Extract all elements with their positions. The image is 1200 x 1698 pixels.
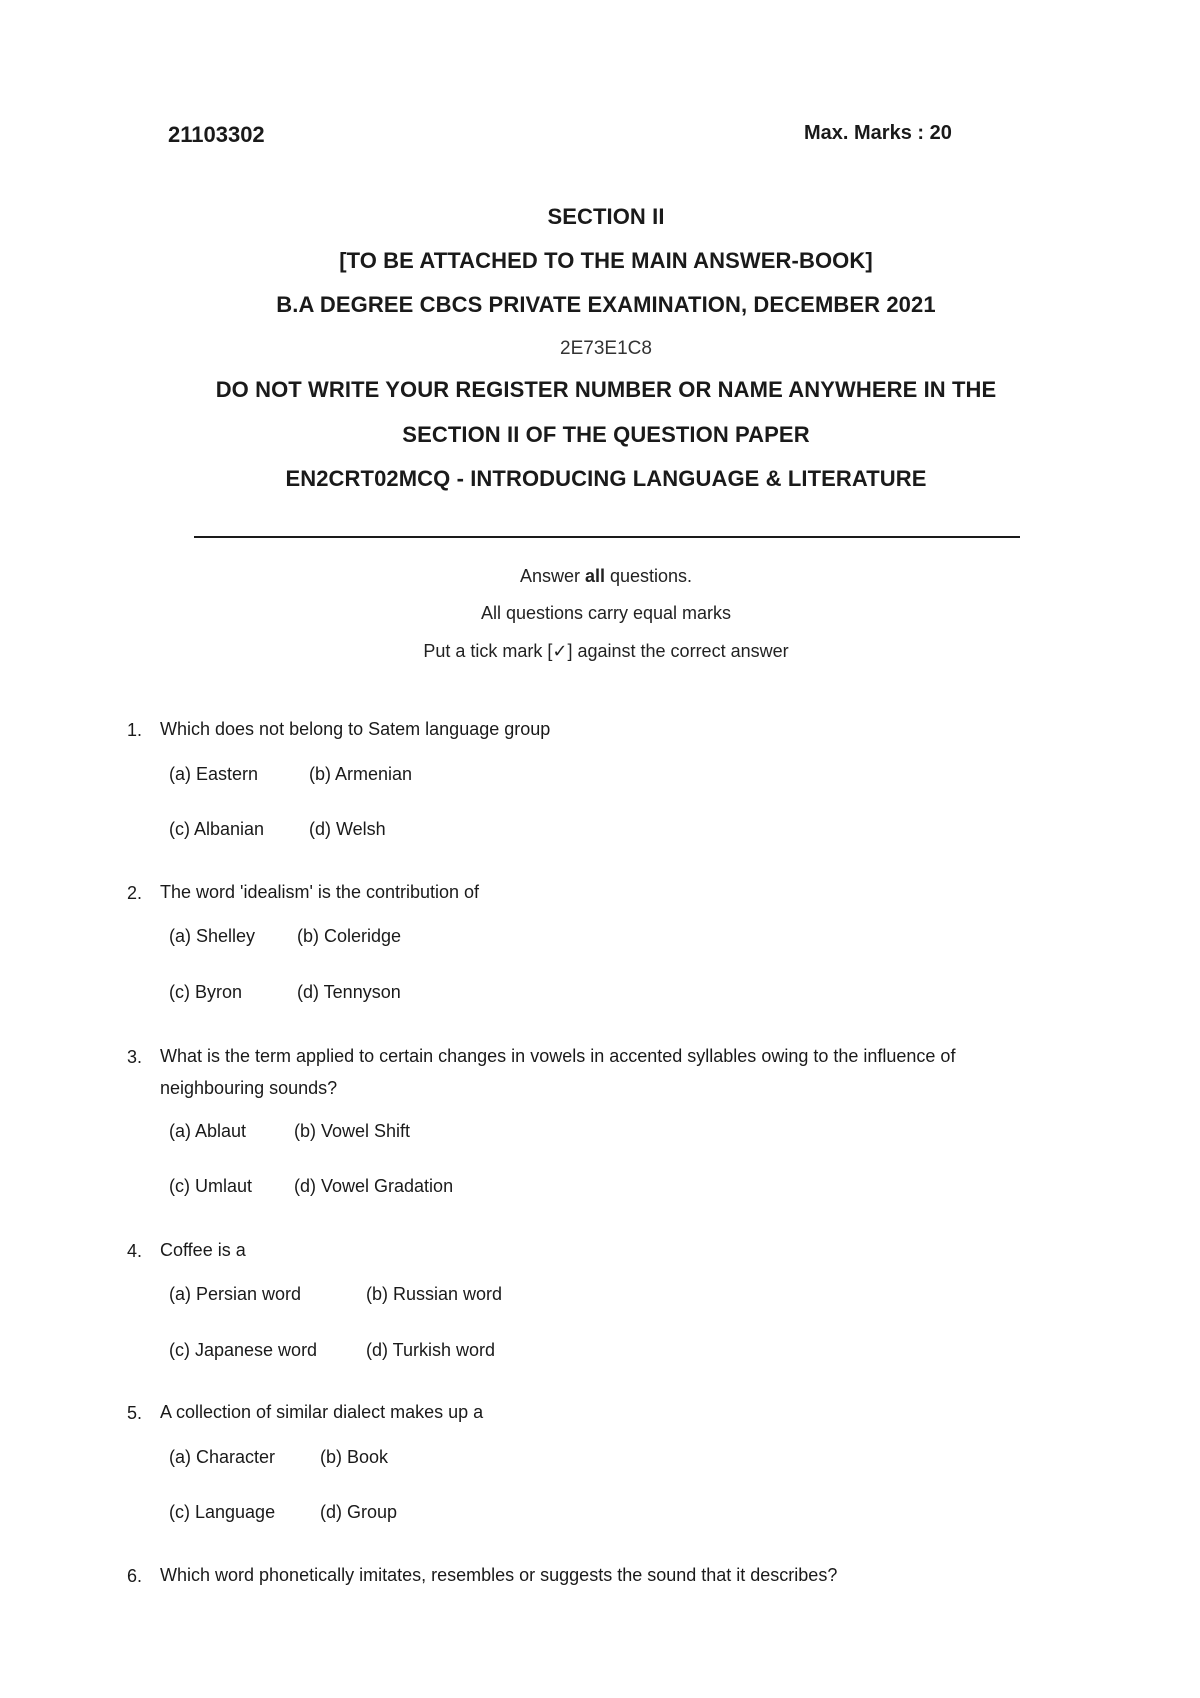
option-d[interactable]: (d) Group <box>320 1502 398 1522</box>
option-d[interactable]: (d) Turkish word <box>366 1340 496 1360</box>
option-c[interactable]: (c) Japanese word <box>169 1340 318 1360</box>
option-b[interactable]: (b) Russian word <box>366 1284 503 1304</box>
option-a[interactable]: (a) Persian word <box>169 1284 302 1304</box>
option-a[interactable]: (a) Eastern <box>169 764 259 784</box>
exam-title: B.A DEGREE CBCS PRIVATE EXAMINATION, DECEMBER 2021 <box>276 292 936 317</box>
option-b[interactable]: (b) Coleridge <box>297 926 402 946</box>
course-title: EN2CRT02MCQ - INTRODUCING LANGUAGE & LITERATURE <box>285 466 927 491</box>
question-text: The word 'idealism' is the contribution of <box>160 882 480 902</box>
question-number: 4. <box>127 1241 143 1261</box>
option-a[interactable]: (a) Character <box>169 1447 276 1467</box>
question-text: A collection of similar dialect makes up a <box>160 1402 484 1422</box>
option-c[interactable]: (c) Byron <box>169 982 243 1002</box>
max-marks: Max. Marks : 20 <box>804 122 952 144</box>
warning-line-2: SECTION II OF THE QUESTION PAPER <box>402 422 810 447</box>
attach-note: [TO BE ATTACHED TO THE MAIN ANSWER-BOOK] <box>339 248 873 273</box>
paper-serial-code: 21103302 <box>168 122 265 147</box>
question-number: 5. <box>127 1403 143 1423</box>
question-number: 1. <box>127 720 143 740</box>
instruction-tick-mark: Put a tick mark [✓] against the correct answer <box>423 641 789 661</box>
instruction-equal-marks: All questions carry equal marks <box>480 603 732 623</box>
option-b[interactable]: (b) Vowel Shift <box>294 1121 411 1141</box>
question-number: 2. <box>127 883 143 903</box>
question-text: Coffee is a <box>160 1240 246 1260</box>
option-b[interactable]: (b) Armenian <box>309 764 413 784</box>
option-a[interactable]: (a) Shelley <box>169 926 256 946</box>
option-b[interactable]: (b) Book <box>320 1447 389 1467</box>
option-c[interactable]: (c) Language <box>169 1502 276 1522</box>
divider-rule <box>194 536 1020 538</box>
question-text: Which does not belong to Satem language group <box>160 719 551 739</box>
option-d[interactable]: (d) Vowel Gradation <box>294 1176 454 1196</box>
question-text: What is the term applied to certain changes in vowels in accented syllables owing to the influence of neighbouring sounds? <box>160 1046 956 1098</box>
option-d[interactable]: (d) Tennyson <box>297 982 401 1002</box>
option-c[interactable]: (c) Umlaut <box>169 1176 253 1196</box>
warning-line-1: DO NOT WRITE YOUR REGISTER NUMBER OR NAME ANYWHERE IN THE <box>215 377 997 402</box>
paper-code: 2E73E1C8 <box>560 338 652 359</box>
option-a[interactable]: (a) Ablaut <box>169 1121 247 1141</box>
section-title: SECTION II <box>547 204 665 229</box>
question-number: 3. <box>127 1047 143 1067</box>
question-number: 6. <box>127 1566 143 1586</box>
question-text: Which word phonetically imitates, resembles or suggests the sound that it describes? <box>160 1565 838 1585</box>
option-c[interactable]: (c) Albanian <box>169 819 265 839</box>
option-d[interactable]: (d) Welsh <box>309 819 386 839</box>
instruction-answer-all: Answer all questions. <box>519 566 693 586</box>
